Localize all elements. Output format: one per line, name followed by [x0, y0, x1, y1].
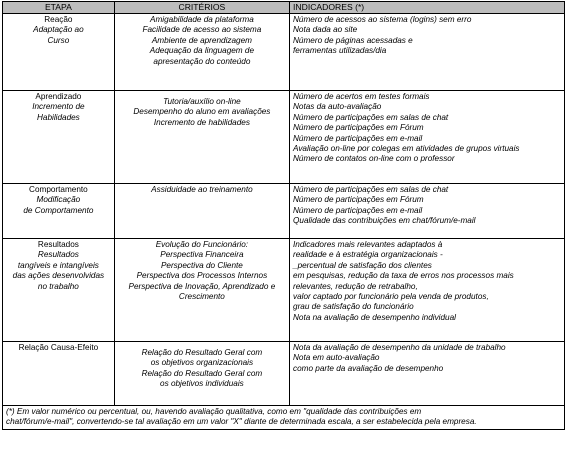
etapa-subtitle: tangíveis e intangíveis	[17, 260, 99, 270]
indicador-line: Número de participações em salas de chat	[293, 112, 449, 122]
indicador-line: Nota dada ao site	[293, 25, 358, 35]
indicador-line: grau de satisfação do funcionário	[293, 302, 414, 312]
criterio-line: Relação do Resultado Geral com	[141, 348, 263, 357]
criterios-cell	[114, 239, 289, 342]
indicadores-cell	[290, 184, 565, 239]
footnote-row	[3, 406, 565, 430]
criterio-line: Incremento de habilidades	[153, 117, 250, 127]
indicador-line: realidade e à estratégia organizacionais -	[293, 250, 443, 260]
indicador-line: Número de participações em Fórum	[293, 195, 424, 205]
header-indicadores: INDICADORES (*)	[290, 2, 565, 14]
criterios-cell	[114, 184, 289, 239]
criterio-line: os objetivos individuais	[160, 379, 244, 389]
etapa-subtitle: de Comportamento	[23, 205, 94, 215]
criterio-line: Crescimento	[178, 292, 225, 302]
table-row-causa-efeito	[3, 342, 565, 406]
criterio-line: Facilidade de acesso ao sistema	[142, 25, 262, 35]
indicadores-cell	[290, 342, 565, 406]
criterio-line: Assiduidade ao treinamento	[151, 185, 253, 194]
indicadores-cell	[290, 91, 565, 184]
footnote-line: (*) Em valor numérico ou percentual, ou, havendo avaliação qualitativa, como em "qualidade das contribuições em	[6, 407, 422, 416]
indicador-line: ferramentas utilizadas/dia	[293, 46, 387, 56]
criterio-line: Relação do Resultado Geral com	[141, 368, 263, 378]
indicador-line: como parte da avaliação de desempenho	[293, 363, 444, 373]
table-row-resultados	[3, 239, 565, 342]
indicador-line: Número de participações em Fórum	[293, 123, 424, 133]
indicador-line: Nota na avaliação de desempenho individual	[293, 312, 456, 322]
indicador-line: Número de participações em e-mail	[293, 133, 423, 143]
criterios-cell	[114, 342, 289, 406]
etapa-cell	[3, 184, 115, 239]
table-row-reacao	[3, 14, 565, 91]
etapa-cell	[3, 342, 115, 406]
etapa-title: Resultados	[37, 240, 79, 249]
header-criterios: CRITÉRIOS	[114, 2, 289, 14]
indicador-line: Número de páginas acessadas e	[293, 35, 413, 45]
indicador-line: Nota em auto-avaliação	[293, 353, 380, 363]
criterio-line: os objetivos organizacionais	[150, 358, 254, 368]
etapa-subtitle: Resultados	[37, 250, 79, 260]
etapa-subtitle: Curso	[47, 35, 70, 45]
indicador-line: Notas da auto-avaliação	[293, 102, 382, 112]
etapa-subtitle: Modificação	[36, 195, 81, 205]
evaluation-table	[2, 1, 565, 430]
indicador-line: Qualidade das contribuições em chat/fórum/e-mail	[293, 216, 476, 226]
indicador-line: Número de participações em e-mail	[293, 205, 423, 215]
indicador-line: Número de participações em salas de chat	[293, 185, 449, 194]
criterio-line: Desempenho do aluno em avaliações	[133, 107, 271, 117]
criterio-line: Amigabilidade da plataforma	[150, 15, 254, 24]
indicador-line: Número de acertos em testes formais	[293, 92, 430, 101]
header-etapa: ETAPA	[3, 2, 115, 14]
indicador-line: relevantes, redução de retrabalho,	[293, 281, 418, 291]
criterio-line: Perspectiva Financeira	[160, 250, 244, 260]
etapa-title: Aprendizado	[35, 92, 82, 101]
indicador-line: _percentual de satisfação dos clientes	[293, 260, 432, 270]
indicador-line: Indicadores mais relevantes adaptados à	[293, 240, 443, 249]
etapa-title: Relação Causa-Efeito	[18, 343, 99, 352]
indicadores-cell	[290, 239, 565, 342]
etapa-cell	[3, 14, 115, 91]
criterios-cell	[114, 91, 289, 184]
criterio-line: Evolução do Funcionário:	[155, 240, 249, 249]
footnote-line: chat/fórum/e-mail", convertendo-se tal avaliação em um valor "X" diante de determinada escala, a ser estabelecida pela empresa.	[6, 417, 477, 427]
criterio-line: Ambiente de aprendizagem	[151, 35, 252, 45]
etapa-cell	[3, 91, 115, 184]
etapa-subtitle: das ações desenvolvidas	[12, 271, 105, 281]
table-header-row	[3, 2, 565, 14]
footnote-cell	[3, 406, 565, 430]
etapa-title: Reação	[44, 15, 73, 24]
indicador-line: Nota da avaliação de desempenho da unidade de trabalho	[293, 343, 506, 352]
criterios-cell	[114, 14, 289, 91]
criterio-line: Adequação da linguagem de	[149, 46, 255, 56]
etapa-subtitle: Adaptação ao	[33, 25, 84, 35]
indicadores-cell	[290, 14, 565, 91]
criterio-line: apresentação do conteúdo	[153, 56, 251, 66]
etapa-subtitle: Incremento de	[32, 102, 85, 112]
criterio-line: Perspectiva dos Processos Internos	[136, 271, 268, 281]
etapa-title: Comportamento	[29, 185, 88, 194]
indicador-line: Número de contatos on-line com o professor	[293, 154, 455, 164]
criterio-line: Perspectiva do Cliente	[160, 260, 243, 270]
etapa-cell	[3, 239, 115, 342]
criterio-line: Perspectiva de Inovação, Aprendizado e	[128, 281, 276, 291]
indicador-line: Avaliação on-line por colegas em atividades de grupos virtuais	[293, 144, 520, 154]
indicador-line: Número de acessos ao sistema (logins) sem erro	[293, 15, 472, 24]
indicador-line: em pesquisas, redução da taxa de erros nos processos mais	[293, 271, 514, 281]
indicador-line: valor captado por funcionário pela venda de produtos,	[293, 292, 489, 302]
criterio-line: Tutoria/auxílio on-line	[163, 97, 241, 106]
etapa-subtitle: no trabalho	[37, 281, 79, 291]
table-row-aprendizado	[3, 91, 565, 184]
table-row-comportamento	[3, 184, 565, 239]
etapa-subtitle: Habilidades	[36, 112, 80, 122]
